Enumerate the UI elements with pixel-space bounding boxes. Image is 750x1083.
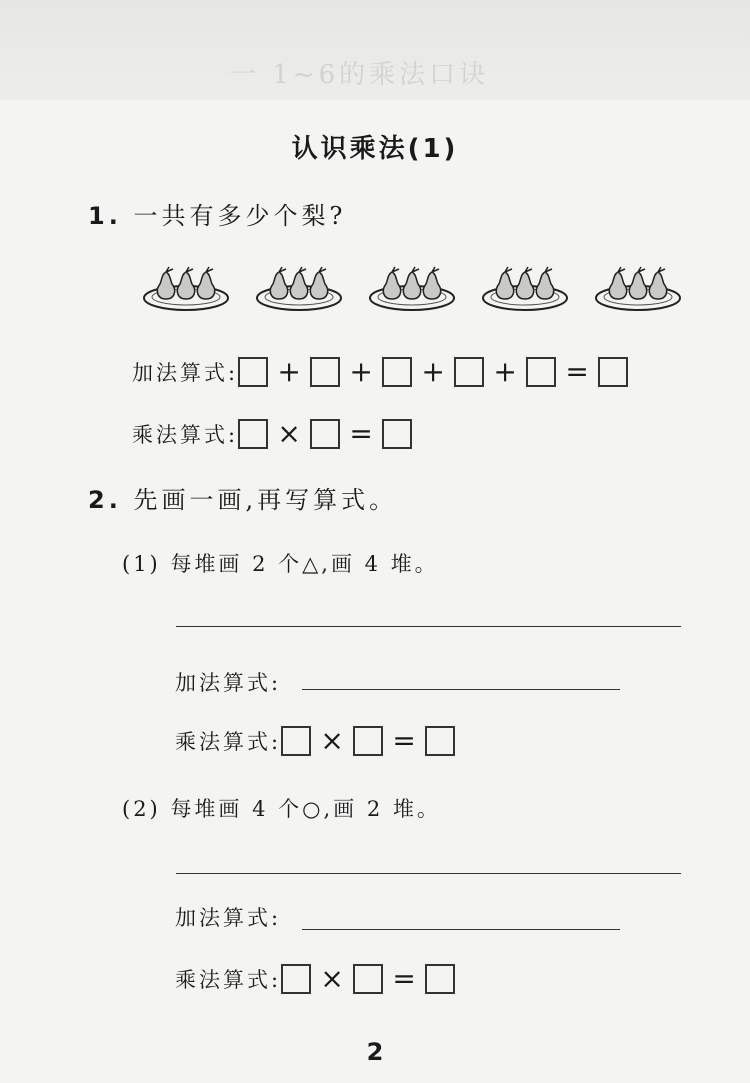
part-2-multiplication-row (175, 962, 455, 995)
part-1-multiplication-row (175, 724, 455, 757)
pear-icon (629, 267, 646, 299)
drawing-line[interactable] (176, 873, 681, 874)
part-2-addition-row (175, 902, 281, 932)
answer-box[interactable] (353, 964, 383, 994)
pear-plate (142, 264, 230, 312)
plus-sign: + (421, 355, 445, 388)
times-sign: × (320, 962, 344, 995)
question-2-number: 2. (88, 486, 122, 514)
part-2-multiplication-label: 乘法算式: (175, 967, 282, 992)
pear-icon (197, 267, 214, 299)
pear-icon (609, 267, 626, 299)
question-2 (88, 480, 397, 515)
q1-multiplication-row (132, 417, 412, 450)
answer-box[interactable] (382, 419, 412, 449)
page-number: 2 (366, 1038, 384, 1066)
pear-icon (649, 267, 666, 299)
answer-box[interactable] (238, 357, 268, 387)
q1-addition-label: 加法算式: (132, 360, 239, 385)
pear-icon (423, 267, 440, 299)
part-2-addition-label: 加法算式: (175, 906, 282, 930)
equals-sign: = (392, 724, 416, 757)
pear-icon (536, 267, 553, 299)
answer-box[interactable] (382, 357, 412, 387)
plus-sign: + (277, 355, 301, 388)
q2-part-1 (122, 548, 439, 578)
pear-icon (383, 267, 400, 299)
answer-box[interactable] (281, 726, 311, 756)
pear-plates-illustration (142, 264, 682, 312)
answer-box[interactable] (454, 357, 484, 387)
equals-sign: = (349, 417, 373, 450)
question-1-number: 1. (88, 202, 122, 230)
answer-box[interactable] (310, 357, 340, 387)
part-1-text: 每堆画 2 个△,画 4 堆。 (170, 552, 439, 576)
times-sign: × (277, 417, 301, 450)
question-1-text: 一共有多少个梨? (133, 202, 347, 230)
answer-box[interactable] (425, 964, 455, 994)
part-1-addition-row (175, 667, 281, 697)
q2-part-2 (122, 793, 441, 823)
answer-box[interactable] (238, 419, 268, 449)
answer-box[interactable] (281, 964, 311, 994)
pear-plate (481, 264, 569, 312)
pear-icon (496, 267, 513, 299)
q1-multiplication-label: 乘法算式: (132, 422, 239, 447)
equals-sign: = (565, 355, 589, 388)
part-2-text: 每堆画 4 个○,画 2 堆。 (170, 797, 441, 821)
answer-box[interactable] (526, 357, 556, 387)
part-1-multiplication-label: 乘法算式: (175, 729, 282, 754)
pear-icon (310, 267, 327, 299)
q1-addition-row (132, 355, 628, 388)
pear-icon (177, 267, 194, 299)
bleed-through-header: 一 1~6的乘法口诀 (230, 60, 490, 90)
question-2-text: 先画一画,再写算式。 (133, 486, 398, 514)
pear-plate (368, 264, 456, 312)
equals-sign: = (392, 962, 416, 995)
page-title: 认识乘法(1) (291, 134, 459, 164)
answer-box[interactable] (425, 726, 455, 756)
answer-box[interactable] (310, 419, 340, 449)
answer-box[interactable] (353, 726, 383, 756)
pear-icon (403, 267, 420, 299)
pear-icon (516, 267, 533, 299)
times-sign: × (320, 724, 344, 757)
part-2-label: (2) (122, 797, 161, 821)
addition-answer-line[interactable] (302, 689, 620, 690)
pear-icon (290, 267, 307, 299)
plus-sign: + (493, 355, 517, 388)
addition-answer-line[interactable] (302, 929, 620, 930)
plus-sign: + (349, 355, 373, 388)
question-1 (88, 196, 346, 231)
pear-plate (594, 264, 682, 312)
drawing-line[interactable] (176, 626, 681, 627)
part-1-label: (1) (122, 552, 161, 576)
pear-icon (270, 267, 287, 299)
part-1-addition-label: 加法算式: (175, 671, 282, 695)
pear-plate (255, 264, 343, 312)
pear-icon (157, 267, 174, 299)
answer-box[interactable] (598, 357, 628, 387)
